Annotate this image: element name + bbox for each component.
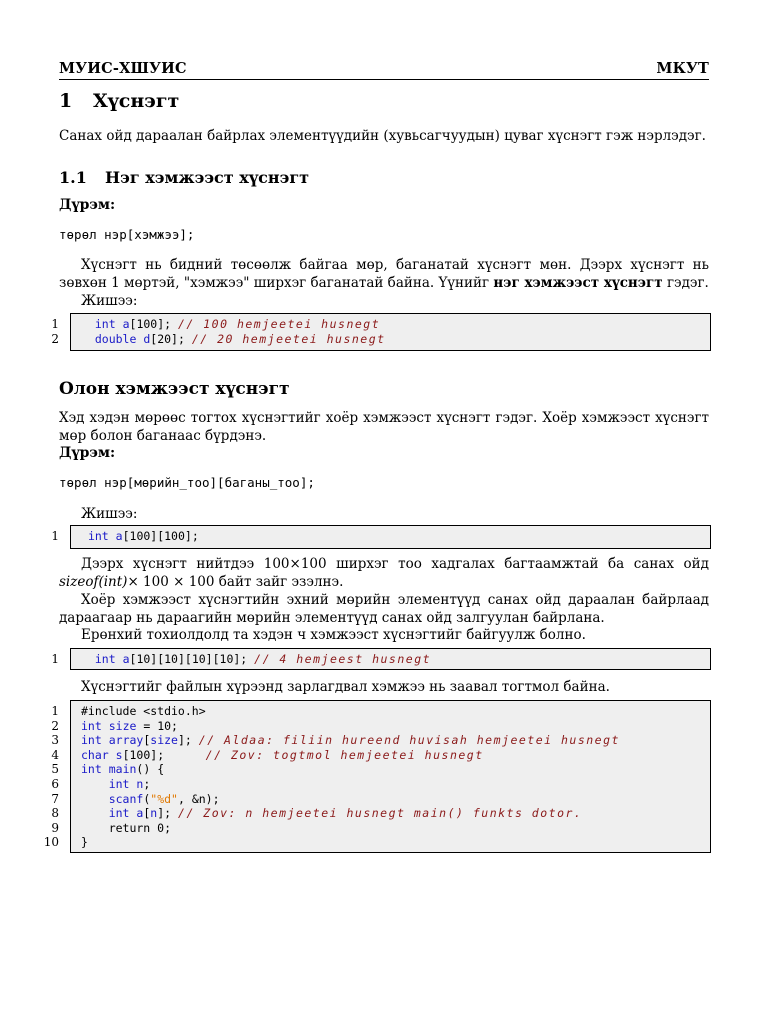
code-keyword: n <box>150 806 158 821</box>
paragraph-6: Хүснэгтийг файлын хүрээнд зарлагдвал хэмжээ нь заавал тогтмол байна. <box>81 679 610 695</box>
code-keyword: int <box>108 777 130 791</box>
code-token: ( <box>143 791 151 806</box>
code-line <box>51 704 710 719</box>
code-token <box>116 317 123 331</box>
code-token <box>81 652 95 666</box>
code-token <box>102 719 109 733</box>
code-text <box>81 821 171 836</box>
code-token: [ <box>143 806 151 821</box>
code-line <box>43 835 710 850</box>
paragraph-3-text-b: × 100 × 100 байт зайг эзэлнэ. <box>127 574 344 590</box>
header-right: МКУТ <box>656 60 709 77</box>
code-comment: // Zov: togtmol hemjeetei husnegt <box>205 747 484 762</box>
subsection-number: 1.1 <box>59 168 87 187</box>
code-comment: // 4 hemjeest husnegt <box>254 652 432 666</box>
code-keyword: a <box>136 806 144 821</box>
code-line <box>51 529 710 544</box>
line-number: 2 <box>51 718 59 733</box>
code-keyword: size <box>150 733 178 748</box>
rule-label-1: Дүрэм: <box>59 197 116 213</box>
code-keyword: int <box>87 529 109 543</box>
paragraph-1-bold: нэг хэмжээст хүснэгт <box>493 275 663 291</box>
paragraph-4: Хоёр хэмжээст хүснэгтийн эхний мөрийн элементүүд санах ойд дараалан байрлаад дараагаар нь дараагийн мөрийн элементүүд санах ойд залгуулан байрлана. <box>59 592 709 626</box>
section-heading <box>59 90 179 112</box>
code-comment: // Zov: n hemjeetei husnegt main() funkts dotor. <box>178 806 583 821</box>
code-keyword: array <box>108 733 144 748</box>
code-comment: // Aldaa: filiin hureend huvisah hemjeetei husnegt <box>198 733 620 748</box>
code-line <box>51 791 710 807</box>
code-comment: // 100 hemjeetei husnegt <box>177 317 381 331</box>
line-number: 4 <box>51 747 59 762</box>
code-line <box>51 777 710 792</box>
paragraph-3-text-a: Дээрх хүснэгт нийтдээ 100×100 ширхэг тоо хадгалах багтаамжтай ба санах ойд <box>81 556 709 572</box>
line-number: 10 <box>43 835 59 850</box>
section-title: Хүснэгт <box>93 90 180 112</box>
line-number: 1 <box>51 704 59 718</box>
code-line <box>51 806 710 821</box>
code-keyword: main <box>108 762 137 777</box>
code-token: [100][100]; <box>122 529 199 543</box>
subsection-title: Нэг хэмжээст хүснэгт <box>105 168 310 187</box>
code-token <box>109 529 116 543</box>
paragraph-1-text-b: гэдэг. <box>662 275 709 291</box>
code-keyword: size <box>108 718 137 733</box>
line-number: 1 <box>51 652 59 666</box>
line-number: 1 <box>51 529 59 543</box>
paragraph-1-text-a: Хүснэгт нь бидний төсөөлж байгаа мөр, баганатай хүснэгт мөн. Дээрх хүснэгт нь зөвхөн 1 мөртэй, "хэмжээ" ширхэг баганатай байна. Үүнийг <box>59 257 709 291</box>
code-token: ]; <box>157 806 179 821</box>
code-token: () { <box>136 762 165 777</box>
code-keyword: int <box>81 762 102 777</box>
code-token <box>81 332 95 346</box>
line-number: 9 <box>51 820 59 835</box>
code-text <box>81 529 199 544</box>
code-text <box>81 762 164 777</box>
code-token: [100]; <box>129 317 178 331</box>
code-token <box>81 806 109 820</box>
code-token <box>102 733 109 747</box>
line-number: 2 <box>51 331 59 346</box>
code-line <box>51 747 710 763</box>
code-text <box>81 835 88 850</box>
code-keyword: int <box>81 718 102 733</box>
code-token <box>116 652 123 666</box>
code-token <box>102 762 109 776</box>
code-token: #include <stdio.h> <box>81 704 206 718</box>
paragraph-5: Ерөнхий тохиолдолд та хэдэн ч хэмжээст хүснэгтийг байгуулж болно. <box>81 627 586 643</box>
code-line <box>51 331 710 347</box>
code-text <box>81 806 582 821</box>
code-keyword: a <box>122 652 130 666</box>
code-keyword: int <box>108 806 130 821</box>
line-number: 6 <box>51 777 59 791</box>
code-text <box>81 719 178 734</box>
code-block-2 <box>51 525 711 549</box>
code-text <box>81 652 431 667</box>
code-keyword: char <box>81 747 109 762</box>
code-keyword: a <box>115 529 123 543</box>
code-keyword: double <box>94 331 137 346</box>
example-label-1: Жишээ: <box>81 293 138 309</box>
code-keyword: scanf <box>108 791 144 806</box>
code-token: return 0; <box>81 820 172 835</box>
section-number: 1 <box>59 90 73 112</box>
code-text <box>81 792 220 807</box>
code-token: , &n); <box>177 791 220 806</box>
code-keyword: int <box>94 652 116 666</box>
header-rule <box>59 79 709 80</box>
code-text <box>81 332 386 347</box>
code-text <box>81 777 150 792</box>
code-comment: // 20 hemjeetei husnegt <box>191 331 386 346</box>
code-keyword: s <box>115 747 123 762</box>
code-block-4 <box>43 700 711 853</box>
code-keyword: int <box>94 317 116 331</box>
code-token: [10][10][10][10]; <box>129 652 255 666</box>
code-string: "%d" <box>150 791 178 806</box>
code-token: [100]; <box>122 747 206 762</box>
code-token: } <box>81 835 88 850</box>
code-line <box>51 317 710 332</box>
rule-label-2: Дүрэм: <box>59 445 116 461</box>
code-token <box>81 792 109 806</box>
code-token <box>81 777 109 791</box>
code-line <box>51 733 710 748</box>
line-number: 5 <box>51 762 59 777</box>
code-line <box>51 820 710 836</box>
code-block-1 <box>51 313 711 351</box>
code-keyword: n <box>136 777 144 791</box>
line-number: 1 <box>51 317 59 331</box>
code-keyword: int <box>81 733 102 748</box>
subsection-heading-2: Олон хэмжээст хүснэгт <box>59 379 290 399</box>
code-text <box>81 704 206 719</box>
code-line <box>51 762 710 777</box>
header-left: МУИС-ХШУИС <box>59 60 187 77</box>
code-line <box>51 652 710 667</box>
code-token <box>81 529 88 543</box>
code-token: ]; <box>177 733 199 748</box>
code-keyword: a <box>122 317 130 331</box>
subsection-heading-1 <box>59 168 309 187</box>
example-label-2: Жишээ: <box>81 506 138 522</box>
code-block-3 <box>51 648 711 670</box>
code-text <box>81 733 620 748</box>
rule-syntax-1: төрөл нэр[хэмжээ]; <box>59 227 195 242</box>
code-token: ; <box>143 777 151 791</box>
line-number: 7 <box>51 791 59 806</box>
code-token <box>109 748 116 762</box>
paragraph-3 <box>59 555 709 591</box>
code-line <box>51 718 710 734</box>
code-token: [20]; <box>150 331 192 346</box>
line-number: 8 <box>51 806 59 821</box>
code-token: = 10; <box>136 718 178 733</box>
rule-syntax-2: төрөл нэр[мөрийн_тоо][баганы_тоо]; <box>59 475 315 490</box>
line-number: 3 <box>51 733 59 748</box>
page-header <box>59 60 709 80</box>
code-text <box>81 748 484 763</box>
intro-paragraph: Санах ойд дараалан байрлах элементүүдийн (хувьсагчуудын) цуваг хүснэгт гэж нэрлэдэг. <box>59 128 706 144</box>
paragraph-3-math: sizeof(int) <box>59 574 128 590</box>
code-token: [ <box>143 733 151 748</box>
paragraph-1 <box>59 256 709 292</box>
code-token <box>81 317 95 331</box>
code-text <box>81 317 380 332</box>
paragraph-2: Хэд хэдэн мөрөөс тогтох хүснэгтийг хоёр хэмжээст хүснэгт гэдэг. Хоёр хэмжээст хүснэгт мөр болон баганаас бүрдэнэ. <box>59 410 709 444</box>
code-keyword: d <box>143 331 151 346</box>
